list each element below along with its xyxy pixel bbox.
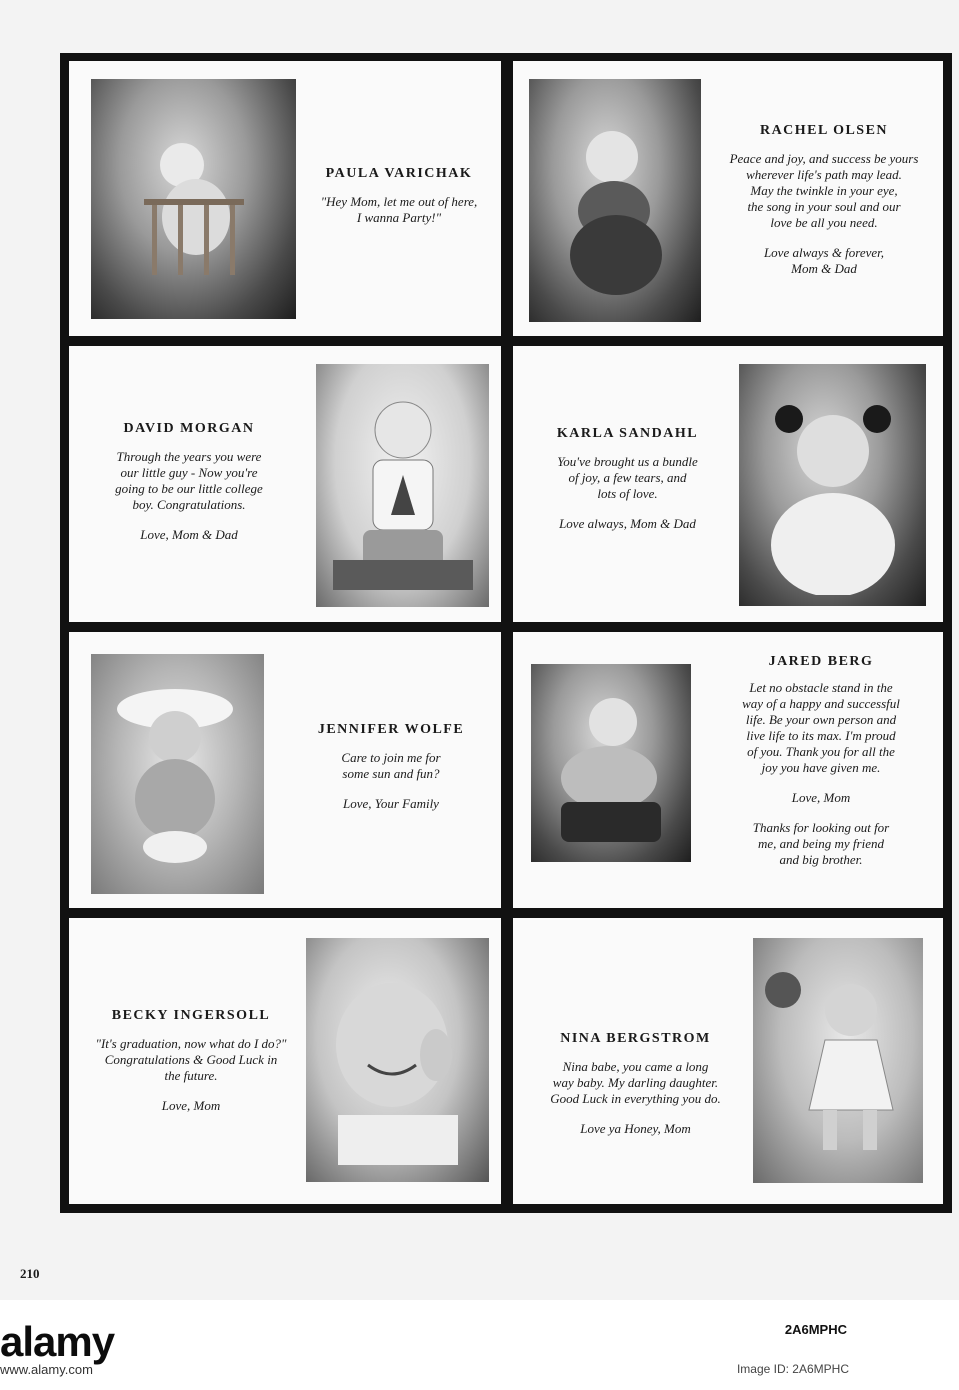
baby-silhouette-icon (333, 390, 473, 590)
student-name: KARLA SANDAHL (556, 426, 699, 441)
entry-text (523, 1031, 748, 1137)
ad-grid-frame (60, 53, 952, 1213)
parent-signature: Love, Mom & Dad (140, 527, 238, 542)
parent-signature: Love, Your Family (343, 796, 439, 811)
entry-text (304, 166, 494, 226)
parent-signature: Love always, Mom & Dad (559, 516, 696, 531)
entry-card-nina-bergstrom (513, 918, 943, 1204)
baby-photo (753, 938, 923, 1183)
baby-photo (739, 364, 926, 606)
entry-text (75, 1008, 307, 1114)
student-name: NINA BERGSTROM (560, 1031, 711, 1046)
baby-photo (316, 364, 489, 607)
baby-silhouette-icon (103, 679, 253, 879)
entry-card-jennifer-wolfe (69, 632, 501, 908)
entry-card-rachel-olsen (513, 61, 943, 336)
baby-photo (531, 664, 691, 862)
parent-message: "It's graduation, now what do I do?" Congratulations & Good Luck in the future. (95, 1036, 287, 1083)
watermark-footer (0, 1300, 959, 1390)
baby-photo (91, 79, 296, 319)
baby-photo (529, 79, 701, 322)
entry-text (701, 654, 941, 868)
parent-message: "Hey Mom, let me out of here, I wanna Party!" (320, 194, 478, 225)
parent-signature: Love, Mom (791, 790, 851, 805)
parent-extra-message: Thanks for looking out for me, and being my friend and big brother. (752, 820, 890, 867)
page-number: 210 (20, 1266, 40, 1281)
parent-message: Let no obstacle stand in the way of a happy and successful life. Be your own person and live life to its max. I'm proud of you. Thank you for all the joy you have given me. (742, 680, 900, 775)
baby-silhouette-icon (318, 965, 478, 1165)
student-name: RACHEL OLSEN (759, 123, 889, 138)
parent-signature: Love always & forever, Mom & Dad (763, 245, 885, 276)
baby-silhouette-icon (550, 115, 680, 295)
baby-silhouette-icon (763, 960, 913, 1170)
parent-message: Through the years you were our little guy - Now you're going to be our little college boy. Congratulations. (115, 449, 263, 512)
watermark-url: www.alamy.com (0, 1362, 93, 1377)
entry-card-david-morgan (69, 346, 501, 622)
entry-card-jared-berg (513, 632, 943, 908)
student-name: JARED BERG (768, 654, 874, 669)
parent-signature: Love ya Honey, Mom (580, 1121, 691, 1136)
parent-signature: Love, Mom (161, 1098, 221, 1113)
alamy-logo: alamy (0, 1318, 115, 1365)
student-name: DAVID MORGAN (123, 421, 255, 436)
entry-card-becky-ingersoll (69, 918, 501, 1204)
baby-silhouette-icon (134, 129, 254, 279)
image-id: 2A6MPHC (784, 1322, 847, 1337)
parent-message: Peace and joy, and success be yours wherever life's path may lead. May the twinkle in your eye, the song in your soul and our love be all you need. (729, 151, 919, 230)
student-name: JENNIFER WOLFE (317, 722, 465, 737)
baby-silhouette-icon (753, 385, 913, 595)
image-id-label: Image ID: 2A6MPHC (736, 1362, 849, 1376)
baby-photo (306, 938, 489, 1182)
student-name: BECKY INGERSOLL (111, 1008, 271, 1023)
entry-card-karla-sandahl (513, 346, 943, 622)
parent-message: You've brought us a bundle of joy, a few tears, and lots of love. (557, 454, 698, 501)
entry-text (709, 123, 939, 277)
entry-text (291, 722, 491, 812)
student-name: PAULA VARICHAK (325, 166, 473, 181)
parent-message: Nina babe, you came a long way baby. My darling daughter. Good Luck in everything you do. (550, 1059, 721, 1106)
entry-text (525, 426, 730, 532)
entry-text (79, 421, 299, 543)
baby-silhouette-icon (541, 682, 681, 852)
parent-message: Care to join me for some sun and fun? (341, 750, 441, 781)
baby-photo (91, 654, 264, 894)
entry-card-paula-varichak (69, 61, 501, 336)
